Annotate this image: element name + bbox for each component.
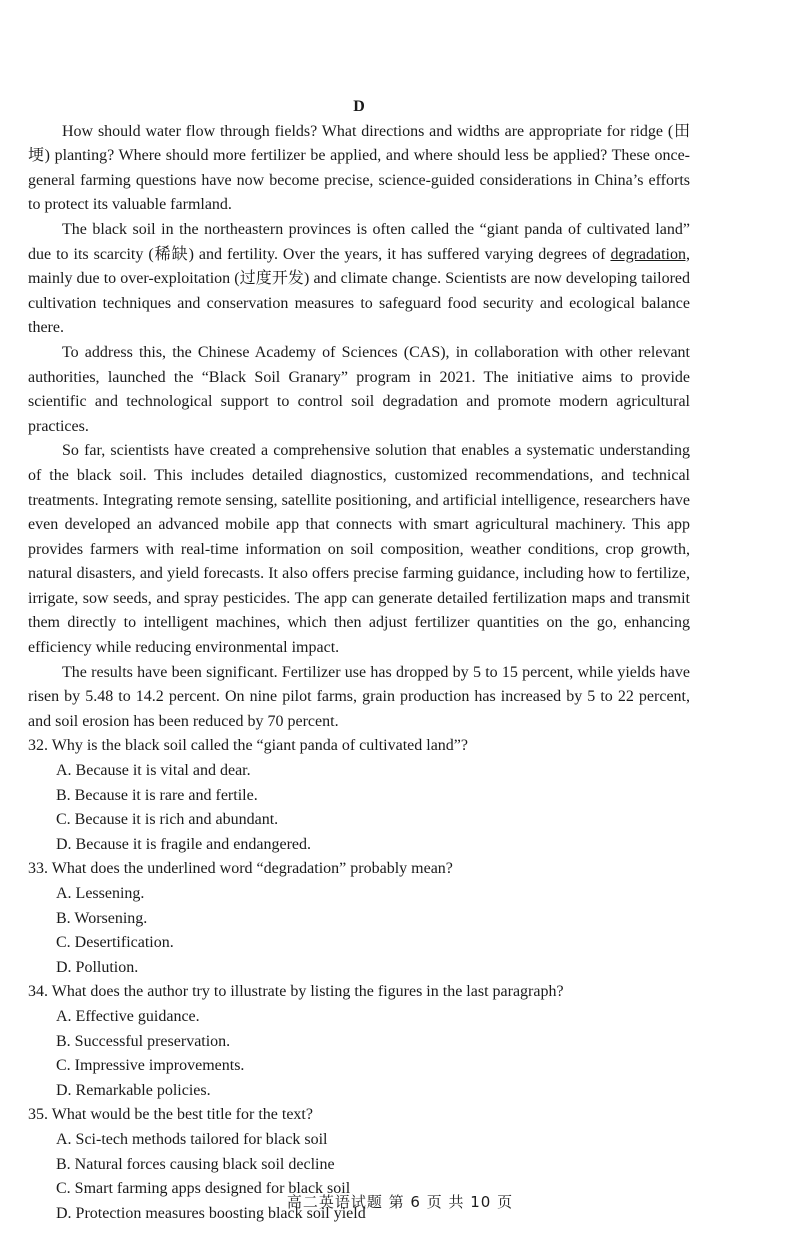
- option-a: A. Because it is vital and dear.: [56, 762, 251, 780]
- option-a: A. Sci-tech methods tailored for black soil: [56, 1130, 328, 1148]
- question-stem: 35. What would be the best title for the text?: [28, 1106, 313, 1124]
- question-34: [28, 980, 690, 1103]
- passage-paragraph-5: The results have been significant. Fertilizer use has dropped by 5 to 15 percent, while yields have risen by 5.48 to 14.2 percent. On nine pilot farms, grain production has increased by 5 to 22 percent, and soil erosion has been reduced by 70 percent.: [28, 663, 690, 730]
- passage-paragraph-1: How should water flow through fields? What directions and widths are appropriate for ridge (田埂) planting? Where should more fertilizer be applied, and where should less be applied? These once-general farming questions have now become precise, science-guided considerations in China’s efforts to protect its valuable farmland.: [28, 122, 690, 214]
- option-b: B. Worsening.: [56, 909, 148, 927]
- option-c: C. Smart farming apps designed for black soil: [56, 1180, 351, 1198]
- passage-paragraph-3: To address this, the Chinese Academy of Sciences (CAS), in collaboration with other relevant authorities, launched the “Black Soil Granary” program in 2021. The initiative aims to provide scientific and technological support to control soil degradation and promote modern agricultural practices.: [28, 343, 690, 435]
- page-footer: 高二英语试题 第 6 页 共 10 页: [286, 1193, 514, 1211]
- option-c: C. Impressive improvements.: [56, 1057, 245, 1075]
- option-d: D. Remarkable policies.: [56, 1081, 211, 1099]
- question-options: [28, 1005, 690, 1103]
- option-a: A. Lessening.: [56, 885, 145, 902]
- option-b: B. Natural forces causing black soil decline: [56, 1155, 335, 1173]
- section-heading: D: [353, 98, 365, 115]
- option-a: A. Effective guidance.: [56, 1007, 200, 1025]
- question-32: [28, 734, 690, 857]
- question-stem: 33. What does the underlined word “degradation” probably mean?: [28, 860, 453, 878]
- question-stem: 32. Why is the black soil called the “giant panda of cultivated land”?: [28, 737, 468, 755]
- option-c: C. Because it is rich and abundant.: [56, 811, 279, 829]
- question-33: [28, 857, 690, 980]
- paragraph-2-text-b: mainly due to over-exploitation (过度开发) and climate change. Scientists are now developing tailored cultivation techniques and conservation measures to safeguard food security and ecological balance there.: [28, 270, 690, 337]
- option-d: D. Pollution.: [56, 958, 139, 976]
- passage-paragraph-2: [28, 218, 690, 341]
- exam-page: [28, 95, 690, 1226]
- option-d: D. Because it is fragile and endangered.: [56, 835, 312, 853]
- option-c: C. Desertification.: [56, 934, 174, 952]
- option-b: B. Because it is rare and fertile.: [56, 786, 258, 804]
- question-options: [28, 759, 690, 857]
- option-b: B. Successful preservation.: [56, 1032, 231, 1050]
- paragraph-2-text-a: The black soil in the northeastern provinces is often called the “giant panda of cultivated land” due to its scarcity (稀缺) and fertility. Over the years, it has suffered varying degrees of: [28, 220, 690, 263]
- passage-paragraph-4: So far, scientists have created a comprehensive solution that enables a systematic understanding of the black soil. This includes detailed diagnostics, customized recommendations, and technical treatments. Integrating remote sensing, satellite positioning, and artificial intelligence, researchers have even developed an advanced mobile app that connects with smart agricultural machinery. This app provides farmers with real-time information on soil composition, weather conditions, crop growth, natural disasters, and yield forecasts. It also offers precise farming guidance, including how to fertilize, irrigate, sow seeds, and spray pesticides. The app can generate detailed fertilization maps and transmit them directly to intelligent machines, which then adjust fertilizer quantities on the go, enhancing efficiency while reducing environmental impact.: [28, 442, 690, 657]
- question-stem: 34. What does the author try to illustrate by listing the figures in the last paragraph?: [28, 983, 564, 1001]
- question-options: [28, 882, 690, 980]
- option-d: D. Protection measures boosting black soil yield: [56, 1204, 366, 1222]
- underlined-word-degradation: degradation,: [610, 245, 690, 263]
